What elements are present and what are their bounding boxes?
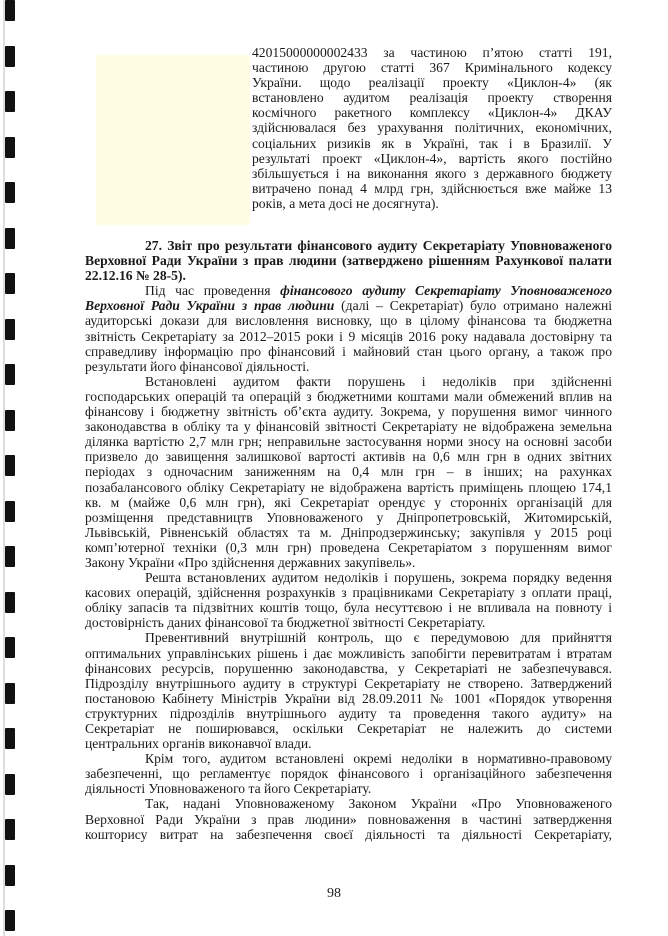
binding-hole	[5, 46, 15, 67]
emphasized-text: фінансового аудиту Секретаріату Уповноваженого	[280, 283, 612, 299]
paragraph-line	[85, 706, 612, 721]
text-segment: оптимальних управлінських рішень і дає можливість запобігти перевитратам і втратам	[85, 645, 612, 661]
text-line: встановлено аудитом реалізація проекту створення	[252, 90, 612, 106]
text-segment: звітність Секретаріату за 2012–2015 роки і 9 місяців 2016 року надавала достовірну та	[85, 328, 612, 344]
text-segment: призвело до завищення залишкової вартості активів на 0,6 млн грн в одних звітних	[85, 449, 612, 465]
paragraph-line	[85, 600, 612, 615]
paragraph-line	[85, 495, 612, 510]
paragraph-line	[85, 298, 612, 313]
text-line: частиною другою статті 367 Кримінального кодексу	[252, 60, 612, 76]
text-segment: фінансових ресурсів, порушенню законодавства, у Секретаріаті не забезпечувався.	[85, 660, 612, 676]
paragraph-line	[85, 676, 612, 691]
binding-hole	[5, 182, 15, 203]
paragraph-line	[85, 389, 612, 404]
text-segment: Превентивний внутрішній контроль, що є передумовою для прийняття	[145, 630, 612, 646]
text-line: соціальних ризиків як в Україні, так і в Бразилії. У	[252, 135, 612, 151]
text-segment: Крім того, аудитом встановлені окремі недоліки в нормативно-правовому	[145, 751, 612, 767]
text-segment: справедливу інформацію про фінансовий і майновий стан цього органу, а також про	[85, 343, 612, 359]
paragraph-line	[85, 344, 612, 359]
binding-hole	[5, 637, 15, 658]
paragraph-line	[85, 449, 612, 464]
text-segment: періодах з одночасним заниженням на 0,4 млн грн – в інших; на рахунках	[85, 464, 612, 480]
paragraph-line	[85, 691, 612, 706]
text-segment: забезпеченні, що регламентує порядок фінансового і організаційного забезпечення	[85, 766, 612, 782]
text-segment: розміщення представництв Уповноваженого у Дніпропетровській, Житомирській,	[85, 509, 612, 525]
binding-hole	[5, 91, 15, 112]
text-segment: Встановлені аудитом факти порушень і недоліків при здійсненні	[145, 373, 612, 389]
paragraph-line	[85, 283, 612, 298]
binding-hole	[5, 592, 15, 613]
text-line: 42015000000002433 за частиною п’ятою статті 191,	[252, 45, 612, 60]
page-number: 98	[327, 886, 341, 901]
paragraph-line	[85, 434, 612, 449]
text-segment: аудиторські докази для висловлення висновку, що в цілому фінансова та бюджетна	[85, 313, 612, 329]
paragraph-line	[85, 781, 612, 796]
binding-hole	[5, 273, 15, 294]
text-line: космічного ракетного комплексу «Циклон-4» ДКАУ	[252, 105, 612, 121]
binding-hole	[5, 319, 15, 340]
paragraph-line	[85, 464, 612, 479]
binding-hole	[5, 137, 15, 158]
binding-hole	[5, 0, 15, 21]
paragraph-line	[85, 630, 612, 645]
text-segment: Під час проведення	[145, 283, 281, 299]
binding-hole	[5, 364, 15, 385]
text-segment: Решта встановлених аудитом недоліків і порушень, зокрема порядку ведення	[145, 570, 612, 586]
paragraph-line	[85, 313, 612, 328]
binding-hole	[5, 819, 15, 840]
paragraph-line	[85, 736, 612, 751]
text-segment: касових операцій, здійснення розрахунків з працівниками Секретаріату з оплати праці,	[85, 585, 612, 601]
text-segment: Секретаріат не поширювався, оскільки Секретаріат не належить до системи	[85, 721, 612, 736]
text-segment: кв. м (майже 0,6 млн грн), які Секретаріат орендує у сторонніх організацій для	[85, 494, 612, 510]
paragraph-line	[85, 766, 612, 781]
paragraph-line	[85, 827, 612, 842]
paragraph-line	[85, 525, 612, 540]
paragraph-line	[85, 480, 612, 495]
text-line: здійснювалася без урахування політичних, економічних,	[252, 120, 612, 136]
text-segment: (далі – Секретаріат) було отримано належні	[334, 298, 613, 314]
binding-hole	[5, 683, 15, 704]
paragraph-line	[85, 510, 612, 525]
text-line: України. щодо реалізації проекту «Циклон-4» (як	[252, 75, 612, 91]
binding-hole	[5, 774, 15, 795]
text-segment: результати його фінансової діяльності.	[85, 358, 310, 374]
text-segment: Підрозділу внутрішнього аудиту в структурі Секретаріату не створено. Затверджений	[85, 675, 612, 691]
text-segment: ділянка вартістю 2,7 млн грн; неправильне застосування норми зносу на основні засоби	[85, 434, 612, 450]
binding-hole	[5, 910, 15, 931]
text-segment: Львівській, Рівненській областях та м. Дніпродзержинську; закупівля у 2015 році	[85, 524, 612, 540]
paragraph-line	[85, 329, 612, 344]
paragraph-line	[85, 555, 612, 570]
paragraph-line	[85, 646, 612, 661]
text-segment: діяльності Уповноваженого та його Секретаріату.	[85, 781, 372, 797]
text-segment: Закону України «Про здійснення державних закупівель».	[85, 554, 416, 570]
paragraph-line	[85, 812, 612, 827]
text-segment: достовірність даних фінансової та бюджетної звітності Секретаріату.	[85, 615, 486, 631]
paragraph-line	[85, 404, 612, 419]
text-segment: центральних органів виконавчої влади.	[85, 736, 312, 752]
binding-hole	[5, 410, 15, 431]
paragraph-line	[85, 419, 612, 434]
section-27	[85, 238, 612, 842]
text-segment: законодавства в обліку та у фінансовій звітності Секретаріату не відображена земельна	[85, 419, 612, 435]
highlight-note-box	[96, 55, 250, 225]
paragraph-line	[85, 359, 612, 374]
text-segment: комп’ютерної техніки (0,3 млн грн) проведена Секретаріатом з порушенням вимог	[85, 539, 612, 555]
paragraph-line	[85, 796, 612, 811]
paragraph-line	[85, 374, 612, 389]
binding-hole	[5, 228, 15, 249]
text-line: витрачено понад 4 млрд грн, здійснюється вже майже 13	[252, 180, 612, 196]
paragraph-line	[85, 751, 612, 766]
paragraph-line	[85, 570, 612, 585]
paragraph-line	[85, 721, 612, 736]
section-heading-line: 22.12.16 № 28-5).	[85, 268, 186, 284]
section-heading-line: 27. Звіт про результати фінансового аудиту Секретаріату Уповноваженого	[145, 238, 612, 253]
text-segment: фінансову і бюджетну звітність об’єкта аудиту. Зокрема, у порушення вимог чинного	[85, 404, 612, 420]
binding-hole	[5, 455, 15, 476]
text-line: збільшується і на виконання якого з державного бюджету	[252, 165, 612, 181]
binding-hole	[5, 501, 15, 522]
paragraph-line	[85, 615, 612, 630]
text-segment: позабалансового обліку Секретаріату не відображена вартість приміщень площею 174,1	[85, 479, 612, 495]
binding-hole	[5, 546, 15, 567]
emphasized-text: Верховної Ради України з прав людини	[85, 298, 335, 314]
text-segment: кошторису витрат на забезпечення своєї діяльності та діяльності Секретаріату,	[85, 826, 612, 842]
paragraph-line	[85, 540, 612, 555]
text-line: років, а мета досі не досягнута).	[252, 195, 439, 211]
binding-hole	[5, 865, 15, 886]
text-segment: обліку запасів та підзвітних коштів тощо, була несуттєвою і не впливала на повноту і	[85, 600, 612, 616]
text-segment: Верховної Ради України з прав людини» повноваження в частині затвердження	[85, 811, 612, 827]
binding-hole	[5, 728, 15, 749]
text-segment: Так, надані Уповноваженому Законом України «Про Уповноваженого	[145, 796, 612, 812]
continued-paragraph	[252, 45, 612, 211]
text-segment: структурних підрозділів внутрішнього аудиту та проведення такого аудиту» на	[85, 705, 612, 721]
paragraph-line	[85, 585, 612, 600]
section-heading-line: Верховної Ради України з прав людини (затверджено рішенням Рахункової палати	[85, 253, 612, 269]
paragraph-line	[85, 661, 612, 676]
text-segment: господарських операцій та операцій з бюджетними коштами мали обмежений вплив на	[85, 388, 612, 404]
text-segment: постановою Кабінету Міністрів України від 28.09.2011 № 1001 «Порядок утворення	[85, 690, 612, 706]
text-line: результаті проект «Циклон-4», вартість якого постійно	[252, 150, 612, 166]
